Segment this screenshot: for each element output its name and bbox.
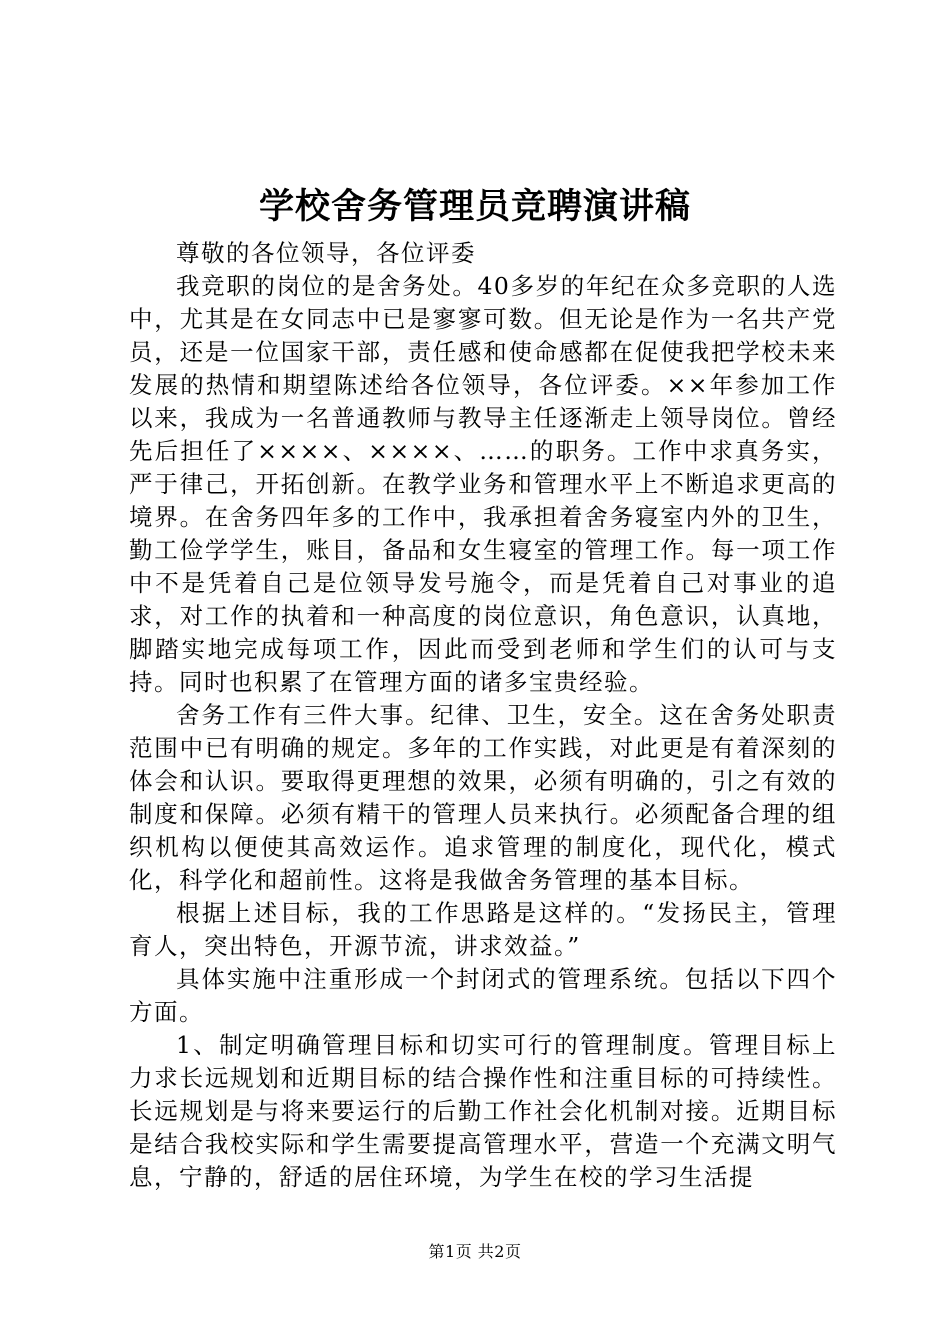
- paragraph-4: 具体实施中注重形成一个封闭式的管理系统。包括以下四个方面。: [129, 965, 837, 1026]
- paragraph-5: 1、制定明确管理目标和切实可行的管理制度。管理目标上力求长远规划和近期目标的结合操作性和注重目标的可持续性。长远规划是与将来要运行的后勤工作社会化机制对接。近期目标是结合我校实际和学生需要提高管理水平，营造一个充满文明气息，宁静的，舒适的居住环境，为学生在校的学习生活提: [129, 1031, 837, 1191]
- paragraph-1: 我竞职的岗位的是舍务处。40多岁的年纪在众多竞职的人选中，尤其是在女同志中已是寥寥可数。但无论是作为一名共产党员，还是一位国家干部，责任感和使命感都在促使我把学校未来发展的热情和期望陈述给各位领导，各位评委。××年参加工作以来，我成为一名普通教师与教导主任逐渐走上领导岗位。曾经先后担任了××××、××××、……的职务。工作中求真务实，严于律己，开拓创新。在教学业务和管理水平上不断追求更高的境界。在舍务四年多的工作中，我承担着舍务寝室内外的卫生，勤工俭学学生，账目，备品和女生寝室的管理工作。每一项工作中不是凭着自己是位领导发号施令，而是凭着自己对事业的追求，对工作的执着和一种高度的岗位意识，角色意识，认真地，脚踏实地完成每项工作，因此而受到老师和学生们的认可与支持。同时也积累了在管理方面的诸多宝贵经验。: [129, 272, 837, 696]
- salutation: 尊敬的各位领导，各位评委: [176, 239, 476, 267]
- document-body: [129, 237, 837, 1194]
- paragraph-3: 根据上述目标，我的工作思路是这样的。“发扬民主，管理育人，突出特色，开源节流，讲求效益。”: [129, 899, 837, 960]
- paragraph-2: 舍务工作有三件大事。纪律、卫生，安全。这在舍务处职责范围中已有明确的规定。多年的工作实践，对此更是有着深刻的体会和认识。要取得更理想的效果，必须有明确的，引之有效的制度和保障。必须有精干的管理人员来执行。必须配备合理的组织机构以便使其高效运作。追求管理的制度化，现代化，模式化，科学化和超前性。这将是我做舍务管理的基本目标。: [129, 701, 837, 894]
- page-number-footer: 第1页 共2页: [428, 1242, 522, 1261]
- document-title: 学校舍务管理员竞聘演讲稿: [258, 186, 691, 227]
